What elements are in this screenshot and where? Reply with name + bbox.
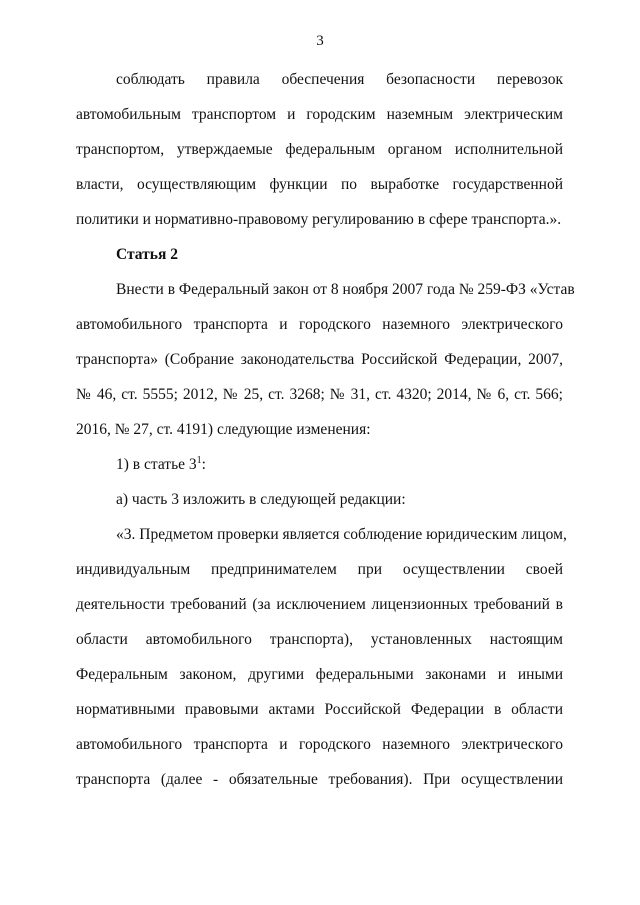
text-line: 2016, № 27, ст. 4191) следующие изменения: — [76, 421, 371, 438]
text-line: нормативными правовыми актами Российской Федерации в области — [76, 701, 563, 718]
list-item-text: 1) в статье 3 — [116, 456, 197, 473]
list-item-colon: : — [201, 456, 206, 473]
text-line: власти, осуществляющим функции по выработке государственной — [76, 176, 563, 193]
text-line: области автомобильного транспорта), установленных настоящим — [76, 631, 563, 648]
list-item-a: а) часть 3 изложить в следующей редакции: — [116, 491, 406, 508]
text-line: «3. Предметом проверки является соблюдение юридическим лицом, — [116, 526, 567, 543]
text-line: Внести в Федеральный закон от 8 ноября 2007 года № 259-ФЗ «Устав — [116, 281, 575, 298]
text-line: транспорта (далее - обязательные требования). При осуществлении — [76, 771, 563, 788]
superscript: 1 — [196, 455, 202, 466]
text-line: деятельности требований (за исключением лицензионных требований в — [76, 596, 563, 613]
text-line: политики и нормативно-правовому регулированию в сфере транспорта.». — [76, 211, 562, 228]
article-heading: Статья 2 — [116, 246, 178, 263]
text-line: транспорта» (Собрание законодательства Российской Федерации, 2007, — [76, 351, 563, 368]
text-line: индивидуальным предпринимателем при осуществлении своей — [76, 561, 563, 578]
text-line: № 46, ст. 5555; 2012, № 25, ст. 3268; № 31, ст. 4320; 2014, № 6, ст. 566; — [76, 386, 563, 403]
text-line: автомобильного транспорта и городского наземного электрического — [76, 736, 563, 753]
text-line: соблюдать правила обеспечения безопасности перевозок — [116, 71, 563, 88]
list-item-1 — [116, 455, 563, 475]
page-number: 3 — [316, 33, 324, 49]
text-line: Федеральным законом, другими федеральными законами и иными — [76, 666, 563, 683]
text-line: автомобильным транспортом и городским наземным электрическим — [76, 106, 563, 123]
text-line: транспортом, утверждаемые федеральным органом исполнительной — [76, 141, 563, 158]
text-line: автомобильного транспорта и городского наземного электрического — [76, 316, 563, 333]
